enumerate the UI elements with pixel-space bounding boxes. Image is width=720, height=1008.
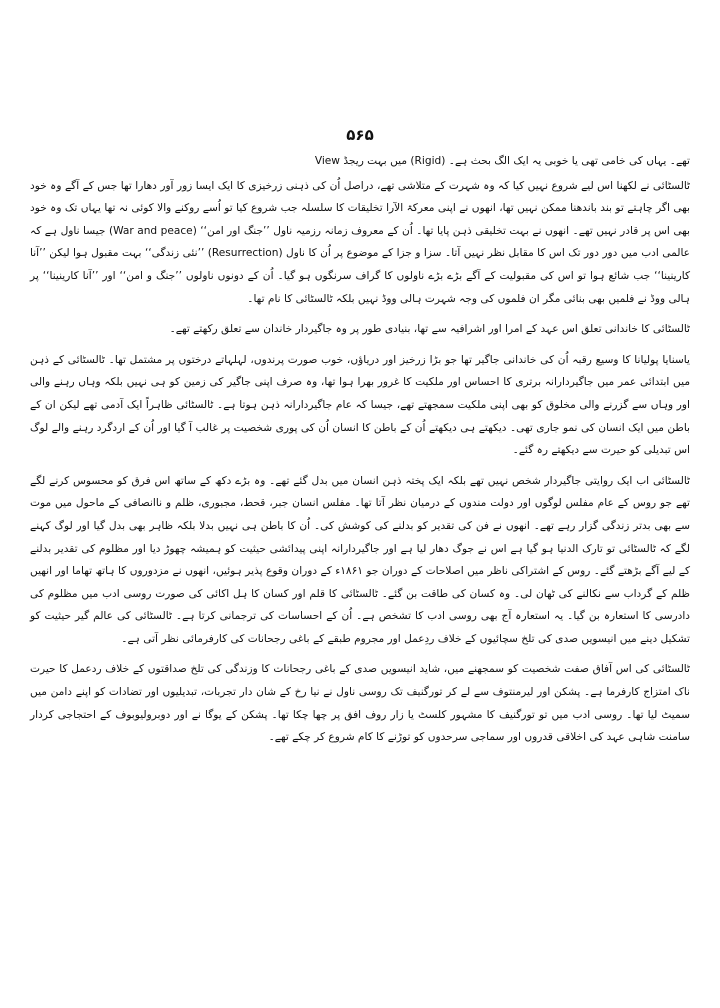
paragraph-3: ٹالسٹائی کا خاندانی تعلق اس عہد کے امرا اور اشرافیہ سے تھا، بنیادی طور پر وہ جاگیردار خاندان سے تعلق رکھتے تھے۔ — [169, 323, 690, 336]
paragraph-5: ٹالسٹائی اب ایک روایتی جاگیردار شخص نہیں تھے بلکہ ایک پختہ ذہن انسان میں بدل گئے تھے۔ وہ بڑے دکھ کے ساتھ اس فرق کو محسوس کرنے لگے تھے جو روس کے عام مفلس لوگوں اور دولت مندوں کے درمیان نظر آتا تھا۔ مفلس انسان جبر، قحط، مجبوری، ظلم و ناانصافی کے ماحول میں موت سے بھی بدتر زندگی گزار رہے تھے۔ انھوں نے فن کی تقدیر کو بدلنے کی کوشش کی۔ اُن کا باطن ہی نہیں بدلا بلکہ ظاہر بھی بدل گیا اور لوگ کہنے لگے کہ ٹالسٹائی تو تارک الدنیا ہو گیا ہے اس نے جوگ دھار لیا ہے اور جاگیردارانہ اپنی پیدائشی حیثیت کو ہمیشہ چھوڑ دیا اور مظلوم کی تقدیر بدلنے کے لیے آگے بڑھتے گئے۔ روس کے اشتراکی ناظر میں اصلاحات کے دوران جو ۱۸۶۱ء کے دوران وقوع پذیر ہوئیں، انھوں نے مزدوروں کا ہاتھ تھاما اور انھیں ظلم کے گرداب سے نکالنے کی ٹھان لی۔ وہ کسان کی طاقت بن گئے۔ ٹالسٹائی کا قلم اور کسان کا ہل اکائی کی صورت روسی ادب میں مظلوم کی دادرسی کا استعارہ بن گیا۔ یہ استعارہ آج بھی روسی ادب کا تشخص ہے۔ اُن کے احساسات کی ترجمانی کرتا ہے۔ ٹالسٹائی کی عالم گیر حیثیت کو تشکیل دینے میں انیسویں صدی کی تلخ سچائیوں کے خلاف ردِعمل اور مجروم طبقے کے باغی رجحانات کی کارفرمائی نظر آتی ہے۔ — [30, 474, 690, 645]
paragraph-1: View میں بہت ریجڈ (Rigid) تھے۔ یہاں کی خامی تھی یا خوبی یہ ایک الگ بحث ہے۔ — [314, 155, 690, 167]
paragraph-6: ٹالسٹائی کی اس آفاق صفت شخصیت کو سمجھنے میں، شاید انیسویں صدی کے باغی رجحانات کا وزندگی کی تلخ صداقتوں کے خلاف ردعمل کا حیرت ناک امتزاج کارفرما ہے۔ پشکن اور لیرمنتوف سے لے کر تورگنیف تک روسی ناول نے نیا رخ کے شان دار تجربات، تبدیلیوں اور تضادات کو اپنے دامن میں سمیٹ لیا تھا۔ روسی ادب میں تو تورگنیف کا مشہور کلسٹ یا زار روف افق پر چھا چکا تھا۔ پشکن کے یوگا نے اور دوبرولیوبوف کے احتجاجی کردار سامنت شاہی عہد کی اخلاقی قدروں اور سماجی سرحدوں کو توڑنے کا کام شروع کر چکے تھے۔ — [30, 663, 690, 744]
paragraph-2: ٹالسٹائی نے لکھنا اس لیے شروع نہیں کیا کہ وہ شہرت کے متلاشی تھے، دراصل اُن کی ذہنی زرخیزی کا ایک ایسا زور آور دھارا تھا جس کے آگے وہ خود بھی اگر چاہتے تو بند باندھنا ممکن نہیں تھا، انھوں نے اپنی معرکۃ الآرا تخلیقات کا سلسلہ جب شروع کیا تو اُسے روکنے والا کوئی نہ تھا یہاں تک وہ خود بھی اس پر قادر نہیں تھے۔ انھوں نے بہت تخلیقی ذہن پایا تھا۔ اُن کے معروف زمانہ رزمیہ ناول ’’جنگ اور امن‘‘ (War and peace) جیسا ناول ہے کہ عالمی ادب میں دور دور تک اس کا مقابل نظر نہیں آتا۔ سزا و جزا کے موضوع پر اُن کا ناول (Resurrection) ’’نئی زندگی‘‘ بہت مقبول ہوا لیکن ’’آنا کارینینا‘‘ جب شائع ہوا تو اس کی مقبولیت کے آگے بڑے بڑے ناولوں کا گراف سرنگوں ہو گیا۔ اُن کے دونوں ناولوں ’’جنگ و امن‘‘ اور ’’آنا کارینینا‘‘ پر ہالی ووڈ نے فلمیں بھی بنائی مگر ان فلموں کی وجہ شہرت ہالی ووڈ نہیں بلکہ ٹالسٹائی کا نام تھا۔ — [30, 179, 691, 305]
paragraph-4: یاسنایا پولیانا کا وسیع رقبہ اُن کی خاندانی جاگیر تھا جو بڑا زرخیز اور دریاؤں، خوب صورت پرندوں، لہلہاتے درختوں پر مشتمل تھا۔ ٹالسٹائی کے ذہن میں ابتدائی عمر میں جاگیردارانہ برتری کا احساس اور ملکیت کا غرور بھرا ہوا تھا، وہ صرف اپنی جاگیر کی زمین کو ہی نہیں بلکہ وہاں رہنے والی اور وہاں سے گزرنے والی مخلوق کو بھی اپنی ملکیت سمجھتے تھے، جیسا کہ عام جاگیردارانہ ذہن ہوتا ہے۔ ٹالسٹائی ظاہراً ایک آدمی تھے لیکن ان کے باطن میں ایک انسان کی نمو جاری تھی۔ دیکھتے ہی دیکھتے اُن کے باطن کا انسان اُن کی پوری شخصیت پر غالب آ گیا اور اُن کے اردگرد رہنے والے لوگ اس تبدیلی کو حیرت سے دیکھتے رہ گئے۔ — [30, 353, 690, 457]
article-body — [30, 150, 690, 749]
page-number: ۵۶۵ — [346, 126, 374, 144]
